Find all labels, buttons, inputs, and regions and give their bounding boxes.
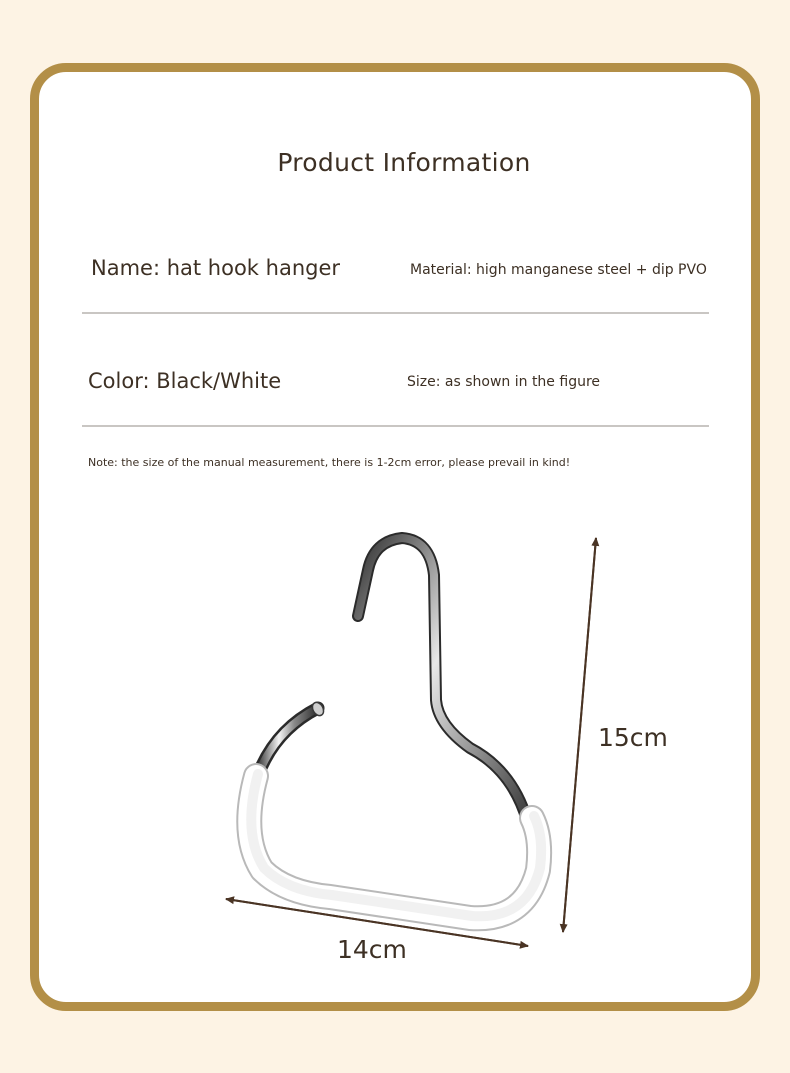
product-material: Material: high manganese steel + dip PVO xyxy=(410,262,707,278)
product-name: Name: hat hook hanger xyxy=(91,256,341,280)
hanger-coating-icon xyxy=(249,774,541,918)
height-label: 15cm xyxy=(598,723,668,752)
product-color: Color: Black/White xyxy=(88,369,282,393)
page-title: Product Information xyxy=(277,148,531,177)
width-label: 14cm xyxy=(337,935,407,964)
hanger-metal-icon xyxy=(258,538,527,820)
product-size: Size: as shown in the figure xyxy=(407,374,601,390)
measurement-note: Note: the size of the manual measurement, there is 1-2cm error, please prevail in kind! xyxy=(88,456,571,469)
